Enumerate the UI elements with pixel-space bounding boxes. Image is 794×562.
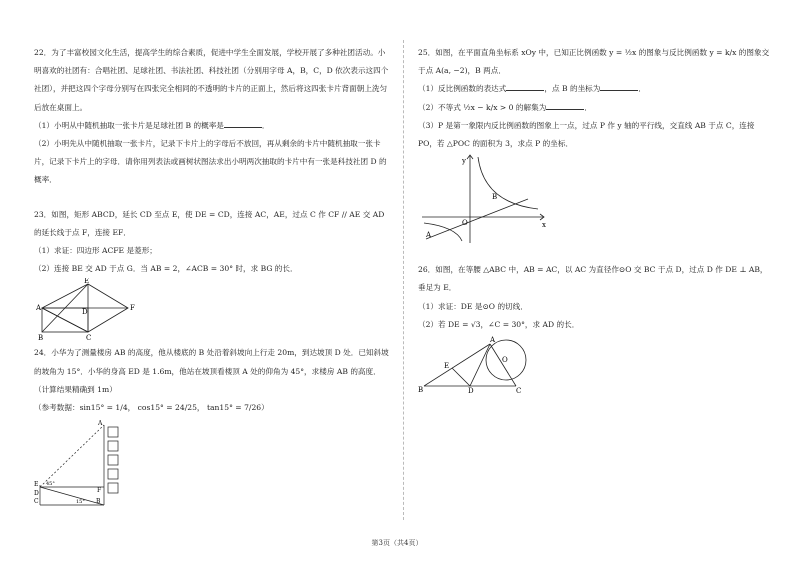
label-D: D — [82, 308, 88, 317]
left-column — [34, 44, 392, 509]
q22-stem: 22．为了丰富校园文化生活，提高学生的综合素质，促进中学生全面发展，学校开展了多种社团活动。小明喜欢的社团有：合唱社团、足球社团、书法社团、科技社团（分别用字母 A，B，C，D 依次表示这四个社团），并把这四个字母分别写在四张完全相同的不透明的卡片的正面上，然后将这四张卡片背面朝上洗匀后放在桌面上。 — [34, 48, 389, 112]
q22-part1-text: （1）小明从中随机抽取一张卡片是足球社团 B 的概率是 — [34, 120, 224, 130]
answer-blank[interactable] — [600, 82, 638, 91]
label-45: 45° — [46, 481, 55, 488]
q25-part3: （3）P 是第一象限内反比例函数的图象上一点，过点 P 作 y 轴的平行线，交直线 AB 于点 C，连接 PO，若 △POC 的面积为 3，求点 P 的坐标． — [418, 120, 755, 149]
q26-figure — [418, 334, 548, 394]
label-F: F — [97, 487, 102, 495]
label-O: O — [502, 356, 508, 365]
label-y: y — [462, 157, 466, 166]
column-divider — [403, 40, 404, 520]
q25-part2: （2）不等式 ½x − k/x > 0 的解集为 ． — [418, 102, 592, 112]
q23-figure — [36, 278, 146, 344]
answer-blank[interactable] — [506, 82, 544, 91]
question-26 — [418, 261, 770, 394]
answer-blank[interactable] — [224, 119, 262, 128]
q25-part1: （1）反比例函数的表达式 ，点 B 的坐标为 ． — [418, 84, 646, 94]
label-C: C — [516, 387, 522, 395]
q24-ref: （参考数据：sin15° = 1/4， cos15° = 24/25， tan15° = 7/26） — [34, 403, 269, 413]
label-E: E — [34, 481, 39, 489]
label-A: A — [490, 336, 496, 345]
q26-stem: 26．如图，在等腰 △ABC 中，AB = AC，以 AC 为直径作⊙O 交 BC 于点 D，过点 D 作 DE ⊥ AB，垂足为 E． — [418, 265, 768, 293]
right-column — [418, 44, 770, 394]
q22-part2: （2）小明先从中随机抽取一张卡片，记录下卡片上的字母后不放回，再从剩余的卡片中随机抽取一张卡片，记录下卡片上的字母．请你用列表法或画树状图法求出小明两次抽取的卡片中有一张是科技社团 D 的概率． — [34, 139, 387, 185]
label-B: B — [96, 498, 101, 506]
label-O: O — [462, 219, 468, 228]
label-C: C — [34, 498, 39, 506]
q23-part1: （1）求证：四边形 ACFE 是菱形； — [34, 246, 157, 256]
label-B: B — [418, 386, 424, 395]
label-E: E — [444, 362, 450, 371]
page-footer: 第3页（共4页） — [371, 539, 423, 547]
q24-stem: 24．小华为了测量楼房 AB 的高度，他从楼底的 B 处沿着斜坡向上行走 20m，到达坡顶 D 处．已知斜坡的坡角为 15°．小华的身高 ED 是 1.6m，他站在坡顶看楼顶 A 处的仰角为 45°，求楼房 AB 的高度．（计算结果精确到 1m） — [34, 348, 389, 394]
label-x: x — [542, 221, 546, 230]
q23-stem: 23．如图，矩形 ABCD，延长 CD 至点 E，使 DE = CD，连接 AC，AE，过点 C 作 CF // AE 交 AD 的延长线于点 F，连接 EF． — [34, 209, 385, 237]
question-25 — [418, 44, 770, 245]
label-A: A — [36, 304, 42, 313]
q22-part1-end: ． — [261, 120, 270, 130]
q24-figure — [34, 417, 154, 509]
label-15: 15° — [76, 499, 85, 506]
label-B: B — [492, 193, 498, 202]
q22-part1 — [34, 117, 392, 135]
label-B: B — [38, 334, 44, 343]
answer-blank[interactable] — [546, 101, 584, 110]
label-F: F — [130, 304, 135, 313]
label-E: E — [84, 278, 90, 286]
q26-part1: （1）求证：DE 是⊙O 的切线． — [418, 301, 528, 311]
label-A: A — [426, 231, 432, 240]
label-D: D — [34, 490, 39, 498]
q26-part2: （2）若 DE = √3，∠C = 30°，求 AD 的长． — [418, 319, 580, 329]
q25-stem: 25．如图，在平面直角坐标系 xOy 中，已知正比例函数 y = ½x 的图象与反比例函数 y = k/x 的图象交于点 A(a, −2)，B 两点． — [418, 48, 770, 76]
label-D: D — [468, 387, 474, 395]
label-C: C — [86, 334, 92, 343]
question-22 — [34, 44, 392, 190]
q25-figure — [418, 153, 548, 245]
q23-part2: （2）连接 BE 交 AD 于点 G．当 AB = 2，∠ACB = 30° 时，求 BG 的长． — [34, 264, 298, 274]
question-24 — [34, 344, 392, 509]
question-23 — [34, 206, 392, 345]
label-A: A — [98, 420, 103, 428]
